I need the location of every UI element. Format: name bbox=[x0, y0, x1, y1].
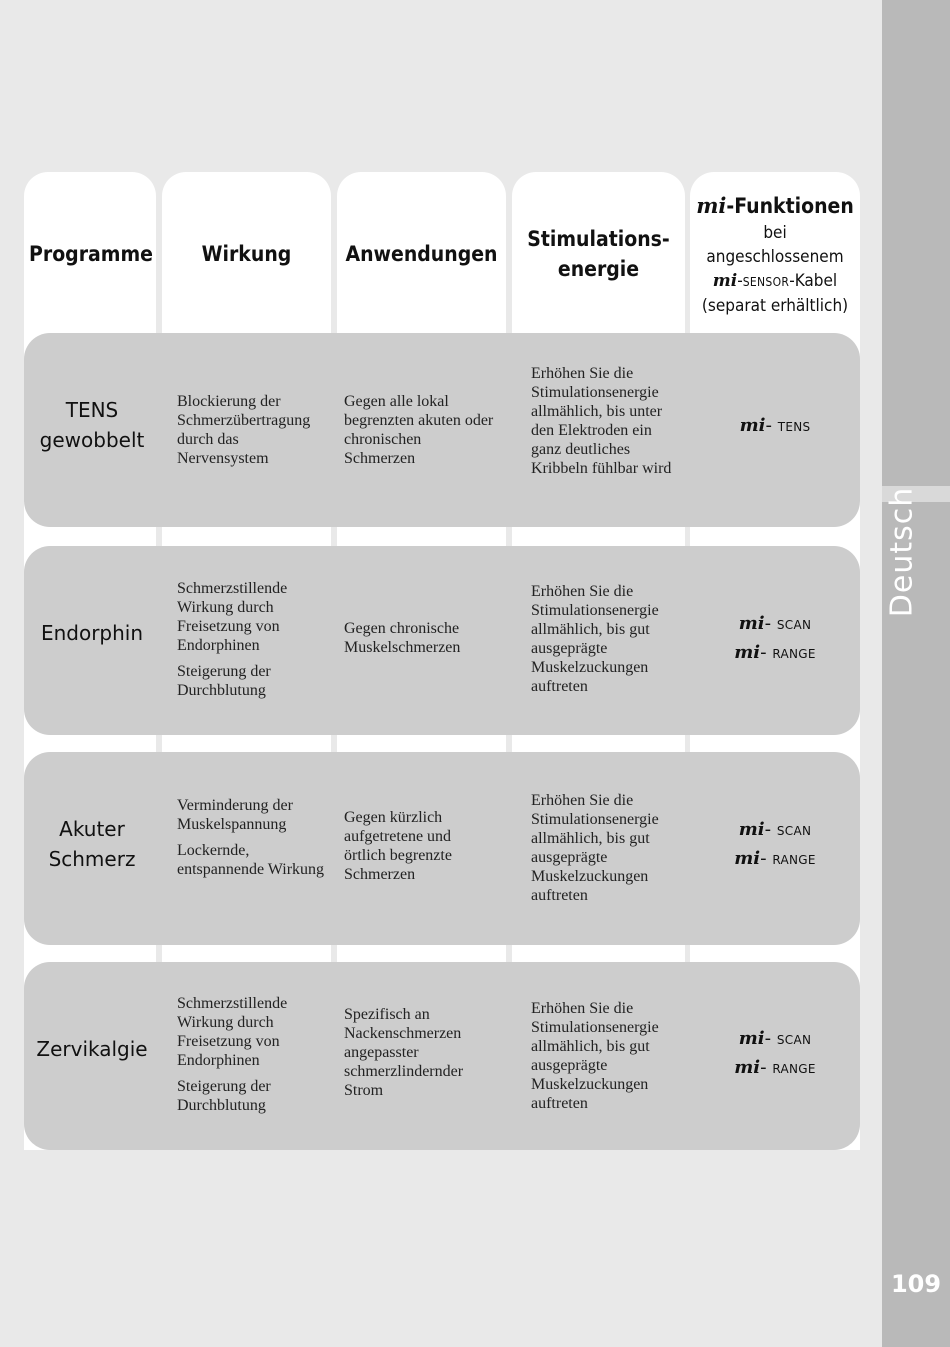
energie-text: Erhöhen Sie die Stimulationsenergie allmählich, bis gut ausgeprägte Muskelzuckungen auftreten bbox=[531, 792, 659, 904]
wirkung-text: Schmerzstillende Wirkung durch Freisetzung von Endorphinen Steigerung der Durchblutung bbox=[177, 995, 288, 1114]
header-energie-label: Stimulations- energie bbox=[527, 227, 670, 281]
header-programme-label: Programme bbox=[29, 242, 153, 266]
wirkung-text: Schmerzstillende Wirkung durch Freisetzung von Endorphinen Steigerung der Durchblutung bbox=[177, 580, 288, 699]
anwendungen-text: Gegen alle lokal begrenzten akuten oder chronischen Schmerzen bbox=[344, 393, 494, 467]
sidebar bbox=[882, 0, 950, 1347]
mi-function: mi- RANGE bbox=[734, 1057, 816, 1078]
energie-text: Erhöhen Sie die Stimulationsenergie allmählich, bis gut ausgeprägte Muskelzuckungen auftreten bbox=[531, 583, 659, 695]
mi-function: mi- RANGE bbox=[734, 642, 816, 663]
header-wirkung bbox=[162, 175, 331, 333]
mi-function-list bbox=[690, 610, 860, 668]
header-energie bbox=[512, 175, 685, 333]
energie-text: Erhöhen Sie die Stimulationsenergie allmählich, bis unter den Elektroden ein ganz deutliches Kribbeln fühlbar wird bbox=[531, 365, 672, 477]
mi-function-list bbox=[690, 816, 860, 874]
header-anwendungen bbox=[337, 175, 506, 333]
mi-function: mi- SCAN bbox=[738, 819, 812, 840]
wirkung-text: Verminderung der Muskelspannung Lockernde, entspannende Wirkung bbox=[177, 797, 325, 878]
programme-name: Akuter Schmerz bbox=[48, 817, 136, 871]
anwendungen-text: Gegen kürzlich aufgetretene und örtlich begrenzte Schmerzen bbox=[344, 809, 452, 883]
header-mi-funktionen: mi-Funktionen bei angeschlossenem mi-SENSOR-Kabel (separat erhältlich) bbox=[696, 192, 854, 316]
mi-function-list bbox=[690, 1025, 860, 1083]
mi-function: mi- RANGE bbox=[734, 848, 816, 869]
wirkung-text: Blockierung der Schmerzübertragung durch das Nervensystem bbox=[177, 393, 311, 467]
programme-name: Zervikalgie bbox=[36, 1037, 148, 1061]
page-number: 109 bbox=[890, 1270, 942, 1298]
mi-function: mi- TENS bbox=[739, 415, 811, 436]
header-programme bbox=[24, 175, 158, 333]
header-wirkung-label: Wirkung bbox=[201, 242, 292, 266]
anwendungen-text: Spezifisch an Nackenschmerzen angepasster schmerzlindernder Strom bbox=[344, 1006, 464, 1099]
language-label: Deutsch bbox=[884, 486, 920, 618]
mi-function: mi- SCAN bbox=[738, 613, 812, 634]
header-anwendungen-label: Anwendungen bbox=[345, 242, 498, 266]
mi-function: mi- SCAN bbox=[738, 1028, 812, 1049]
programme-name: Endorphin bbox=[40, 621, 144, 645]
header-mi-title: mi-Funktionen bbox=[696, 192, 854, 218]
header-mi-sensor-line: mi-SENSOR-Kabel bbox=[712, 270, 838, 291]
energie-text: Erhöhen Sie die Stimulationsenergie allmählich, bis gut ausgeprägte Muskelzuckungen auftreten bbox=[531, 1000, 659, 1112]
programme-name: TENS gewobbelt bbox=[39, 398, 145, 452]
anwendungen-text: Gegen chronische Muskelschmerzen bbox=[344, 620, 461, 656]
mi-function-list bbox=[690, 412, 860, 441]
